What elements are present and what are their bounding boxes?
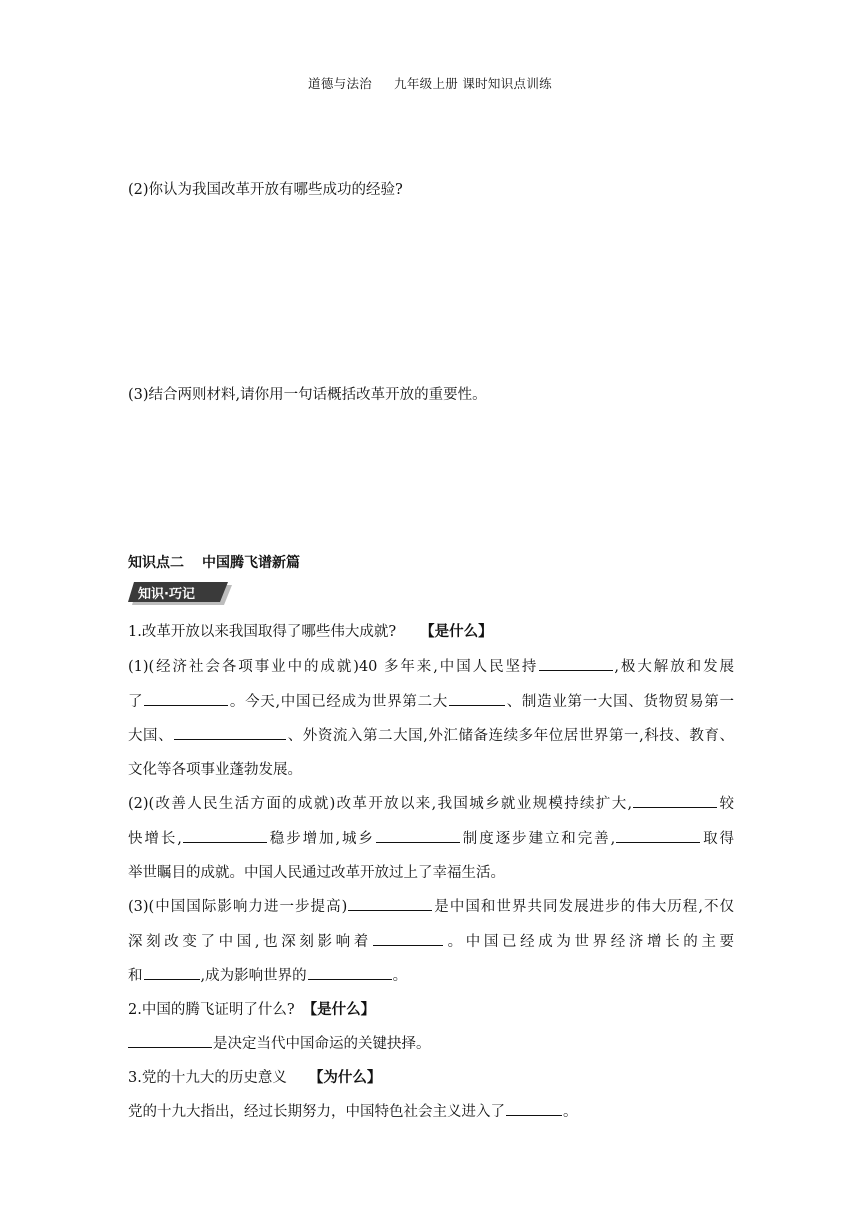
- para-3-line-3: 和 ,成为影响世界的 。: [128, 964, 734, 985]
- knowledge-tag-label: 知识·巧记: [138, 587, 195, 602]
- para-1-line-3: 大国、 、外资流入第二大国,外汇储备连续多年位居世界第一,科技、教育、: [128, 724, 734, 745]
- fill-blank[interactable]: [376, 828, 460, 843]
- fill-blank[interactable]: [144, 965, 200, 980]
- section-title: [128, 552, 300, 572]
- knowledge-tag: [128, 582, 232, 602]
- item-3-title: 3.党的十九大的历史意义 【为什么】: [128, 1069, 382, 1086]
- para-3-line-2: 深刻改变了中国,也深刻影响着 。中国已经成为世界经济增长的主要: [128, 930, 734, 951]
- fill-blank[interactable]: [144, 691, 228, 706]
- section-title-text: 中国腾飞谱新篇: [202, 555, 300, 571]
- fill-blank[interactable]: [616, 828, 700, 843]
- para-1-line-4: 文化等各项事业蓬勃发展。: [128, 762, 302, 778]
- item-1-title: 1.改革开放以来我国取得了哪些伟大成就? 【是什么】: [128, 623, 493, 640]
- para-2-line-2: 快增长, 稳步增加,城乡 制度逐步建立和完善, 取得: [128, 827, 734, 848]
- fill-blank[interactable]: [308, 965, 392, 980]
- item-3-tag: 【为什么】: [308, 1069, 382, 1086]
- para-2-line-1: (2)(改善人民生活方面的成就)改革开放以来,我国城乡就业规模持续扩大, 较: [128, 792, 734, 813]
- para-2-line-3: 举世瞩目的成就。中国人民通过改革开放过上了幸福生活。: [128, 865, 505, 881]
- item-1-tag: 【是什么】: [420, 623, 493, 640]
- page-header: [0, 74, 860, 92]
- question-2: (2)你认为我国改革开放有哪些成功的经验?: [128, 182, 403, 198]
- fill-blank[interactable]: [348, 896, 432, 911]
- item-2-tag: 【是什么】: [302, 1001, 376, 1018]
- para-1-line-2: 了 。今天,中国已经成为世界第二大 、制造业第一大国、货物贸易第一: [128, 690, 734, 711]
- section-title-number: 知识点二: [128, 555, 184, 571]
- fill-blank[interactable]: [373, 931, 443, 946]
- item-2-line-1: 是决定当代中国命运的关键抉择。: [128, 1032, 734, 1053]
- fill-blank[interactable]: [183, 828, 267, 843]
- fill-blank[interactable]: [128, 1033, 212, 1048]
- header-subject: 道德与法治: [308, 76, 373, 91]
- fill-blank[interactable]: [174, 725, 286, 740]
- question-3: (3)结合两则材料,请你用一句话概括改革开放的重要性。: [128, 387, 487, 403]
- para-3-line-1: (3)(中国国际影响力进一步提高) 是中国和世界共同发展进步的伟大历程,不仅: [128, 895, 734, 916]
- fill-blank[interactable]: [633, 793, 717, 808]
- fill-blank[interactable]: [539, 656, 613, 671]
- item-3-line-1: 党的十九大指出，经过长期努力，中国特色社会主义进入了 。: [128, 1100, 734, 1121]
- fill-blank[interactable]: [506, 1101, 562, 1116]
- header-course: 九年级上册 课时知识点训练: [394, 76, 552, 91]
- para-1-line-1: (1)(经济社会各项事业中的成就)40 多年来,中国人民坚持 ,极大解放和发展: [128, 655, 734, 676]
- fill-blank[interactable]: [449, 691, 505, 706]
- item-2-title: 2.中国的腾飞证明了什么? 【是什么】: [128, 1001, 376, 1018]
